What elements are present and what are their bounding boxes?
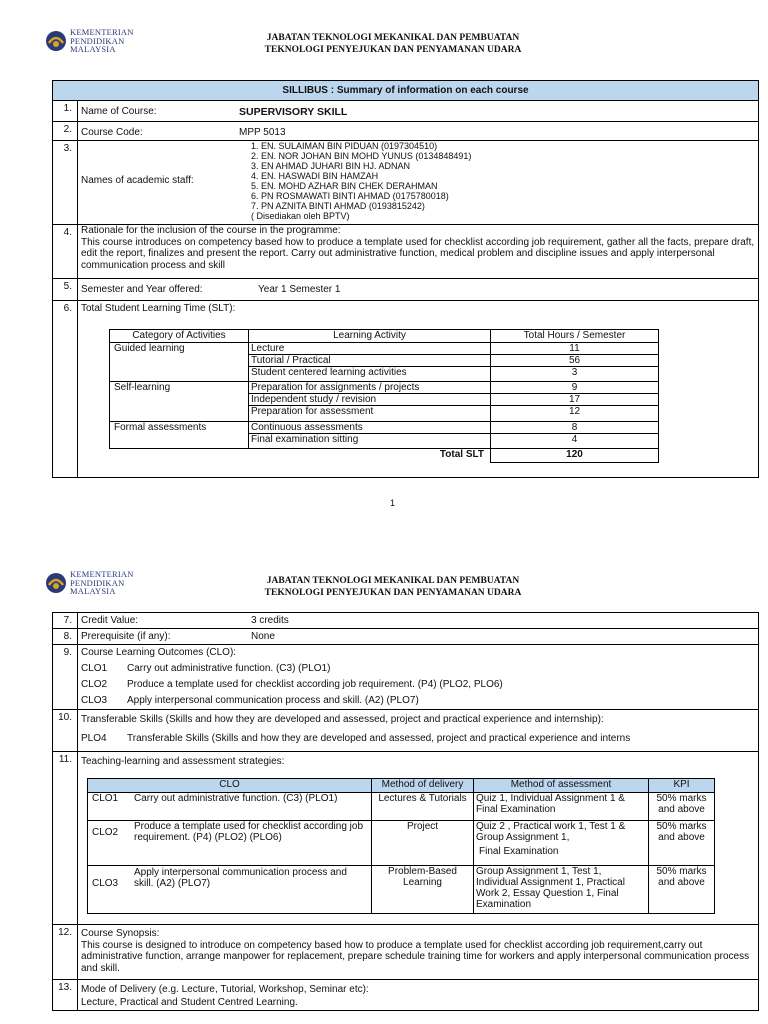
strategy-row <box>88 793 715 821</box>
plo-text: Transferable Skills (Skills and how they are developed and assessed, project and practical experience and interns <box>127 733 631 744</box>
ministry-logo <box>45 570 134 596</box>
page-number: 1 <box>390 498 396 508</box>
slt-activity: Independent study / revision <box>249 394 491 406</box>
slt-total-label: Total SLT <box>110 449 491 463</box>
row-number: 4. <box>53 225 78 279</box>
delivery-mode-text: Lecture, Practical and Student Centred Learning. <box>81 997 298 1008</box>
header-title-line1: JABATAN TEKNOLOGI MEKANIKAL DAN PEMBUATAN <box>266 576 520 586</box>
slt-hours: 17 <box>491 394 659 406</box>
slt-hours: 9 <box>491 382 659 394</box>
header-title-line1: JABATAN TEKNOLOGI MEKANIKAL DAN PEMBUATAN <box>266 33 520 43</box>
slt-hours: 56 <box>491 355 659 367</box>
prerequisite-label: Prerequisite (if any): <box>81 631 171 642</box>
row-synopsis <box>53 925 759 980</box>
academic-staff-label: Names of academic staff: <box>81 175 194 186</box>
synopsis-text: This course is designed to introduce on competency based how to produce a template used for checklist according job requirement,carry out administrative function, arrange manpower for replacement, prepare schedule training time for workers and apply interpersonal communication process and skill. <box>81 939 750 974</box>
rationale-heading: Rationale for the inclusion of the course in the programme: <box>81 225 341 236</box>
syllabus-table-page1 <box>52 80 759 478</box>
row-number: 8. <box>53 629 78 645</box>
staff-item: 2. EN. NOR JOHAN BIN MOHD YUNUS (0134848491) <box>251 151 472 161</box>
row-number: 12. <box>53 925 78 980</box>
staff-note: ( Disediakan oleh BPTV) <box>251 211 350 221</box>
row-number: 2. <box>53 122 78 141</box>
course-code-value: MPP 5013 <box>239 127 286 138</box>
academic-staff-list <box>251 141 471 221</box>
clo-text: Carry out administrative function. (C3) (PLO1) <box>127 663 331 674</box>
staff-item: 1. EN. SULAIMAN BIN PIDUAN (0197304510) <box>251 141 438 151</box>
row-number: 10. <box>53 710 78 752</box>
strategy-row <box>88 821 715 866</box>
strategy-clo-text: Produce a template used for checklist according job requirement. (P4) (PLO2) (PLO6) <box>134 821 364 843</box>
slt-header: Learning Activity <box>249 330 491 343</box>
strategy-delivery: Problem-Based Learning <box>372 866 474 914</box>
semester-label: Semester and Year offered: <box>81 284 203 295</box>
row-academic-staff <box>53 141 759 225</box>
row-number: 7. <box>53 613 78 629</box>
strategy-kpi: 50% marks and above <box>649 866 715 914</box>
strategy-kpi: 50% marks and above <box>649 821 715 866</box>
strategy-assessment: Quiz 2 , Practical work 1, Test 1 & Group Assignment 1, <box>476 821 626 843</box>
row-prerequisite <box>53 629 759 645</box>
strategy-header: Method of assessment <box>474 779 649 793</box>
slt-hours: 4 <box>491 434 659 449</box>
clo-text: Apply interpersonal communication process and skill. (A2) (PLO7) <box>127 695 419 706</box>
row-number: 3. <box>53 141 78 225</box>
staff-item: 7. PN AZNITA BINTI AHMAD (0193815242) <box>251 201 425 211</box>
row-number: 9. <box>53 645 78 710</box>
row-number: 5. <box>53 279 78 301</box>
row-clo <box>53 645 759 710</box>
syllabus-table-page2 <box>52 612 759 1011</box>
slt-activity: Preparation for assignments / projects <box>249 382 491 394</box>
row-rationale <box>53 225 759 279</box>
logo-line: MALAYSIA <box>70 586 116 596</box>
header-title-line2: TEKNOLOGI PENYEJUKAN DAN PENYAMANAN UDARA <box>264 588 522 598</box>
row-strategies <box>53 752 759 925</box>
strategy-assessment-extra: Final Examination <box>479 846 559 857</box>
slt-category: Self-learning <box>110 382 249 422</box>
strategy-delivery: Project <box>372 821 474 866</box>
ministry-crest-icon <box>45 571 67 595</box>
strategy-clo-code: CLO2 <box>92 826 119 838</box>
row-semester <box>53 279 759 301</box>
strategy-clo-text: Apply interpersonal communication process and skill. (A2) (PLO7) <box>134 866 347 889</box>
strategy-clo-text: Carry out administrative function. (C3) (PLO1) <box>134 793 338 804</box>
slt-row <box>110 422 659 434</box>
clo-code: CLO2 <box>81 679 108 690</box>
transferable-heading: Transferable Skills (Skills and how they are developed and assessed, project and practical experience and internship): <box>81 714 604 725</box>
strategy-row <box>88 866 715 914</box>
logo-line: KEMENTERIAN <box>70 569 134 579</box>
header-title-line2: TEKNOLOGI PENYEJUKAN DAN PENYAMANAN UDARA <box>264 45 522 55</box>
slt-category: Formal assessments <box>110 422 249 449</box>
clo-code: CLO1 <box>81 663 108 674</box>
slt-row <box>110 343 659 355</box>
strategy-clo-code: CLO3 <box>92 878 119 889</box>
prerequisite-value: None <box>251 631 275 642</box>
logo-line: KEMENTERIAN <box>70 27 134 37</box>
row-course-code <box>53 122 759 141</box>
strategy-kpi: 50% marks and above <box>649 793 715 821</box>
staff-item: 3. EN AHMAD JUHARI BIN HJ. ADNAN <box>251 161 411 171</box>
staff-item: 6. PN ROSMAWATI BINTI AHMAD (0175780018) <box>251 191 449 201</box>
row-course-name <box>53 101 759 122</box>
synopsis-heading: Course Synopsis: <box>81 928 160 939</box>
slt-activity: Student centered learning activities <box>249 367 491 382</box>
clo-heading: Course Learning Outcomes (CLO): <box>81 647 237 658</box>
strategy-delivery: Lectures & Tutorials <box>372 793 474 821</box>
slt-category: Guided learning <box>110 343 249 382</box>
credit-label: Credit Value: <box>81 615 139 626</box>
syllabus-banner: SILLIBUS : Summary of information on each course <box>53 81 759 101</box>
strategy-header: Method of delivery <box>372 779 474 793</box>
strategy-assessment: Quiz 1, Individual Assignment 1 & Final Examination <box>474 793 649 821</box>
page-header-title <box>200 575 586 599</box>
slt-header: Category of Activities <box>110 330 249 343</box>
slt-hours: 3 <box>491 367 659 382</box>
slt-header-row <box>110 330 659 343</box>
slt-hours: 8 <box>491 422 659 434</box>
course-name-value: SUPERVISORY SKILL <box>239 106 348 118</box>
strategy-clo-code: CLO1 <box>92 793 119 804</box>
clo-text: Produce a template used for checklist according job requirement. (P4) (PLO2, PLO6) <box>127 679 503 690</box>
staff-item: 4. EN. HASWADI BIN HAMZAH <box>251 171 379 181</box>
strategy-header: KPI <box>649 779 715 793</box>
staff-item: 5. EN. MOHD AZHAR BIN CHEK DERAHMAN <box>251 181 438 191</box>
ministry-crest-icon <box>45 29 67 53</box>
logo-line: MALAYSIA <box>70 44 116 54</box>
slt-header: Total Hours / Semester <box>491 330 659 343</box>
row-number: 1. <box>53 101 78 122</box>
strategy-assessment: Group Assignment 1, Test 1, Individual Assignment 1, Practical Work 2, Essay Question 1, Final Examination <box>474 866 649 914</box>
logo-line: PENDIDIKAN <box>70 577 125 588</box>
row-delivery-mode <box>53 980 759 1011</box>
slt-activity: Preparation for assessment <box>249 406 491 422</box>
ministry-logo <box>45 28 134 54</box>
strategy-header: CLO <box>88 779 372 793</box>
strategies-heading: Teaching-learning and assessment strategies: <box>81 756 285 767</box>
slt-total-value: 120 <box>491 449 659 463</box>
slt-hours: 11 <box>491 343 659 355</box>
plo-code: PLO4 <box>81 733 107 744</box>
slt-table <box>109 329 659 463</box>
row-credit <box>53 613 759 629</box>
slt-total-row <box>110 449 659 463</box>
course-code-label: Course Code: <box>81 127 143 138</box>
slt-activity: Lecture <box>249 343 491 355</box>
rationale-text: This course introduces on competency based how to produce a template used for checklist according job requirement, gather all the facts, prepare draft, edit the report, finalizes and present the report. Carry out administrative function, medical problem and discipline issues and apply interpersonal communication process and skill <box>81 236 755 271</box>
slt-hours: 12 <box>491 406 659 422</box>
row-number: 11. <box>53 752 78 925</box>
logo-line: PENDIDIKAN <box>70 35 125 46</box>
slt-activity: Continuous assessments <box>249 422 491 434</box>
slt-row <box>110 382 659 394</box>
clo-code: CLO3 <box>81 695 108 706</box>
row-number: 6. <box>53 301 78 478</box>
strategy-table <box>87 778 715 914</box>
slt-label: Total Student Learning Time (SLT): <box>81 303 236 314</box>
row-slt <box>53 301 759 478</box>
course-name-label: Name of Course: <box>81 106 157 117</box>
credit-value: 3 credits <box>251 615 289 626</box>
strategy-header-row <box>88 779 715 793</box>
slt-activity: Tutorial / Practical <box>249 355 491 367</box>
row-number: 13. <box>53 980 78 1011</box>
semester-value: Year 1 Semester 1 <box>258 284 341 295</box>
row-transferable <box>53 710 759 752</box>
page-header-title <box>200 32 586 56</box>
slt-activity: Final examination sitting <box>249 434 491 449</box>
delivery-mode-heading: Mode of Delivery (e.g. Lecture, Tutorial, Workshop, Seminar etc): <box>81 984 369 995</box>
